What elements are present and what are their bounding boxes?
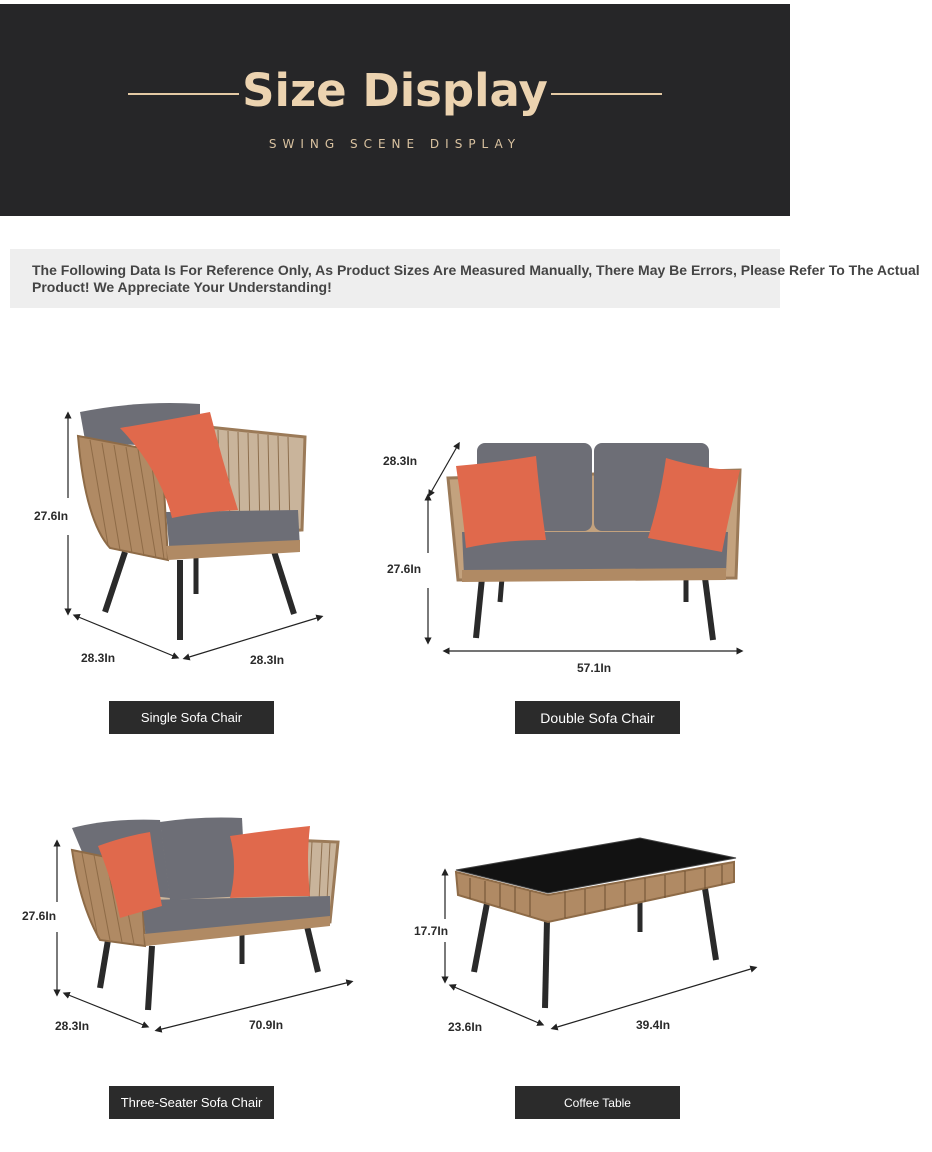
product-label: Three-Seater Sofa Chair (109, 1086, 274, 1119)
product-label: Single Sofa Chair (109, 701, 274, 734)
dimension-depth: 28.3In (383, 454, 418, 468)
dimension-width: 28.3In (250, 653, 285, 667)
disclaimer-line-1: The Following Data Is For Reference Only, As Product Sizes Are Measured Manually, There May Be Errors, Please Refer To The Actual (32, 262, 920, 278)
dimension-depth: 28.3In (81, 651, 116, 665)
dimension-height: 17.7In (414, 924, 449, 938)
product-label: Double Sofa Chair (515, 701, 680, 734)
page-title: Size Display (242, 64, 548, 117)
disclaimer-line-2: Product! We Appreciate Your Understanding! (32, 279, 332, 295)
dimension-depth: 23.6In (448, 1020, 483, 1034)
product-label: Coffee Table (515, 1086, 680, 1119)
dimension-height: 27.6In (22, 909, 57, 923)
dimension-width: 70.9In (249, 1018, 284, 1032)
dimension-width: 39.4In (636, 1018, 671, 1032)
dimension-depth: 28.3In (55, 1019, 90, 1033)
dimension-width: 57.1In (577, 661, 612, 675)
dimension-height: 27.6In (387, 562, 422, 576)
dimension-height: 27.6In (34, 509, 69, 523)
page-subtitle: SWING SCENE DISPLAY (268, 137, 522, 151)
